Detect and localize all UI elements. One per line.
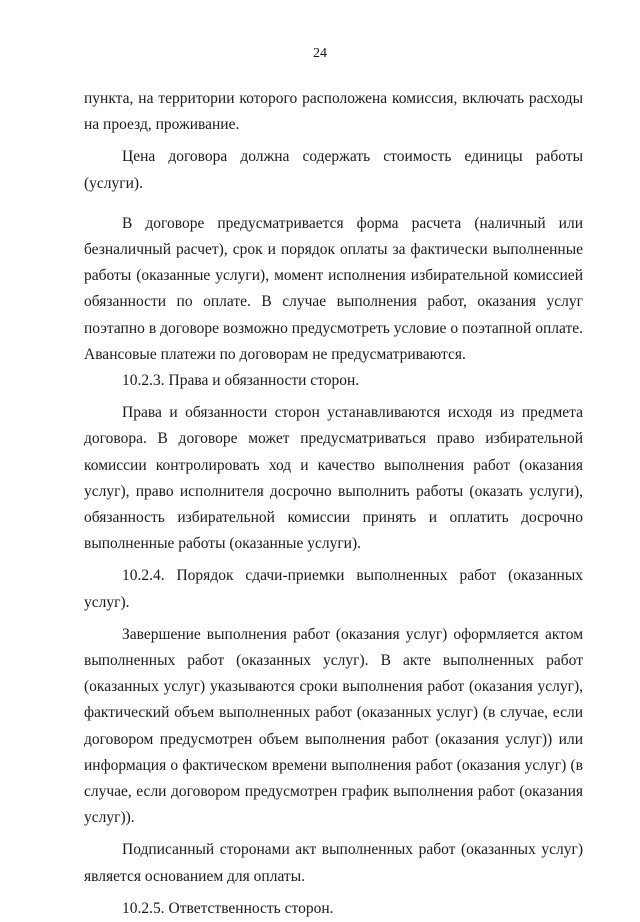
paragraph-continuation: пункта, на территории которого расположена комиссия, включать расходы на проезд, проживание. bbox=[84, 90, 583, 134]
paragraph-contract-price: Цена договора должна содержать стоимость единицы работы (услуги). bbox=[84, 148, 583, 192]
paragraph-signed-act: Подписанный сторонами акт выполненных работ (оказанных услуг) является основанием для оплаты. bbox=[84, 841, 583, 885]
paragraph-acceptance-act: Завершение выполнения работ (оказания услуг) оформляется актом выполненных работ (оказанных услуг). В акте выполненных работ (оказанных услуг) указываются сроки выполнения работ (оказания услуг), фактический объем выполненных работ (оказанных услуг) (в случае, если договором предусмотрен объем выполнения работ (оказания услуг)) или информация о фактическом времени выполнения работ (оказания услуг) (в случае, если договором предусмотрен график выполнения работ (оказания услуг)). bbox=[84, 625, 583, 827]
page-number: 24 bbox=[313, 46, 327, 61]
section-heading-liability: 10.2.5. Ответственность сторон. bbox=[122, 899, 334, 917]
paragraph-rights-obligations: Права и обязанности сторон устанавливаются исходя из предмета договора. В договоре может предусматриваться право избирательной комиссии контролировать ход и качество выполнения работ (оказания услуг), право исполнителя досрочно выполнить работы (оказать услуги), обязанность избирательной комиссии принять и оплатить досрочно выполненные работы (оказанные услуги). bbox=[84, 404, 583, 553]
document-body bbox=[84, 86, 583, 922]
section-heading-rights-obligations: 10.2.3. Права и обязанности сторон. bbox=[122, 372, 360, 390]
paragraph-payment-terms: В договоре предусматривается форма расчета (наличный или безналичный расчет), срок и порядок оплаты за фактически выполненные работы (оказанные услуги), момент исполнения избирательной комиссией обязанности по оплате. В случае выполнения работ, оказания услуг поэтапно в договоре возможно предусмотреть условие о поэтапной оплате. Авансовые платежи по договорам не предусматриваются. bbox=[84, 214, 583, 363]
section-heading-acceptance: 10.2.4. Порядок сдачи-приемки выполненных работ (оказанных услуг). bbox=[84, 567, 583, 611]
